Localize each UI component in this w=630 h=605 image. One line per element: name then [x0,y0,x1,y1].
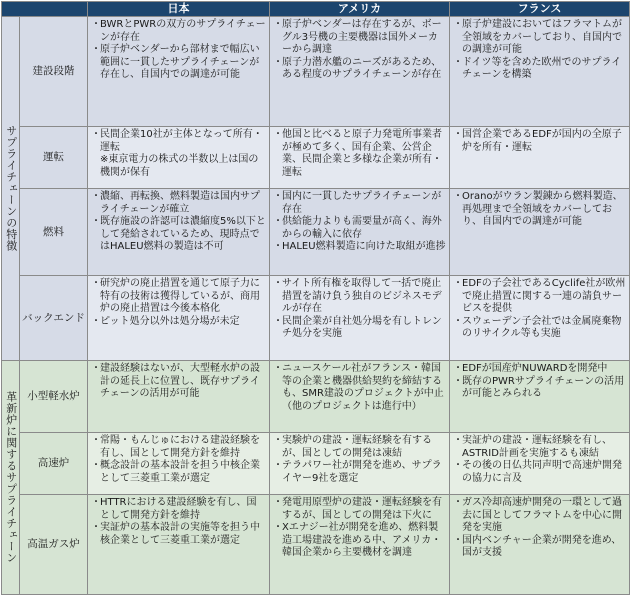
corner-cell [2,2,88,17]
list-item: ・ 民間企業が自社処分場を有しトレンチ処分を実施 [273,316,446,341]
list-item: ・ スウェーデン子会社では金属廃棄物のリサイクル等も実施 [453,316,626,341]
list-item: ・ 既存のPWRサプライチェーンの活用が可能とみられる [453,376,626,401]
cell-france [450,127,630,189]
cell-usa [270,361,450,433]
list-item: ・ 概念設計の基本設計を担う中核企業として三菱重工業が選定 [91,460,266,485]
list-item: ・ 原子炉建設においてはフラマトムが全領域をカバーしており、自国内での調達が可能 [453,19,626,57]
cell-japan [88,276,270,361]
header-france: フランス [450,2,630,17]
supply-chain-comparison-table [1,1,630,595]
cell-france [450,189,630,276]
list-item: ・ 国内に一貫したサプライチェーンが存在 [273,191,446,216]
table-row [2,361,630,433]
row-label-small-lwr: 小型軽水炉 [20,361,88,433]
list-item: ・ テラパワー社が開発を進め、サプライヤー9社を選定 [273,460,446,485]
list-item: ・ Oranoがウラン製錬から燃料製造、再処理まで全領域をカバーしており、自国内での調達が可能 [453,191,626,229]
list-item: ・ EDFが国産炉NUWARDを開発中 [453,363,626,376]
list-item: ・ 既存施設の許認可は濃縮度5%以下として発給されているため、現時点ではHALEU燃料の製造は不可 [91,216,266,254]
list-item: ・ 実証炉の建設・運転経験を有し、ASTRID計画を実施するも凍結 [453,435,626,460]
cell-france [450,17,630,127]
header-japan: 日本 [88,2,270,17]
list-item: ・ サイト所有権を取得して一括で廃止措置を請け負う独自のビジネスモデルが存在 [273,278,446,316]
list-item: ・ Xエナジー社が開発を進め、燃料製造工場建設を進める中、アメリカ・韓国企業から主要機材を調達 [273,522,446,560]
row-label-fast-reactor: 高速炉 [20,433,88,495]
cell-usa [270,189,450,276]
row-label-backend: バックエンド [20,276,88,361]
cell-japan [88,361,270,433]
list-item: ・ 原子力潜水艦のニーズがあるため、ある程度のサプライチェーンが存在 [273,57,446,82]
list-item: ・ HTTRにおける建設経験を有し、国として開発方針を維持 [91,497,266,522]
cell-france [450,361,630,433]
list-item: ・ 実証炉の基本設計の実施等を担う中核企業として三菱重工業が選定 [91,522,266,547]
cell-usa [270,276,450,361]
list-item: ・ ガス冷却高速炉開発の一環として過去に国としてフラマトムを中心に開発を実施 [453,497,626,535]
cell-france [450,433,630,495]
note-item: ※東京電力の株式の半数以上は国の機関が保有 [100,154,259,178]
list-item: ・ その後の日仏共同声明で高速炉開発の協力に言及 [453,460,626,485]
list-item: ・ 民間企業10社が主体となって所有・運転 [91,129,266,154]
cell-france [450,276,630,361]
list-item: ・ 研究炉の廃止措置を通じて原子力に特有の技術は獲得しているが、商用炉の廃止措置は今後本格化 [91,278,266,316]
list-item: ・ 国内ベンチャー企業が開発を進め、国が支援 [453,535,626,560]
cell-usa [270,495,450,595]
list-item: ・ 他国と比べると原子力発電所事業者が極めて多く、国有企業、公営企業、民間企業と多様な企業が所有・運転 [273,129,446,179]
cell-japan [88,127,270,189]
list-item: ・ 実験炉の建設・運転経験を有するが、国としての開発は凍結 [273,435,446,460]
list-item: ・ 国営企業であるEDFが国内の全原子炉を所有・運転 [453,129,626,154]
list-item: ・ 供給能力よりも需要量が高く、海外からの輸入に依存 [273,216,446,241]
header-row [2,2,630,17]
row-label-construction: 建設段階 [20,17,88,127]
list-item: ・ 濃縮、再転換、燃料製造は国内サプライチェーンが確立 [91,191,266,216]
cell-usa [270,17,450,127]
group-label-supply-chain-features: サプライチェーンの特徴 [2,17,20,361]
cell-france [450,495,630,595]
list-item: ・ 建設経験はないが、大型軽水炉の設計の延長上に位置し、既存サプライチェーンの活用が可能 [91,363,266,401]
list-item: ・ BWRとPWRの双方のサプライチェーンが存在 [91,19,266,44]
cell-japan [88,17,270,127]
list-item: ・ HALEU燃料製造に向けた取組が進捗 [273,241,446,254]
table-row [2,17,630,127]
list-item: ・ ドイツ等を含めた欧州でのサプライチェーンを構築 [453,57,626,82]
header-usa: アメリカ [270,2,450,17]
list-item: ・ ピット処分以外は処分場が未定 [91,316,266,329]
table-row [2,495,630,595]
cell-japan [88,495,270,595]
list-item: ・ 常陽・もんじゅにおける建設経験を有し、国として開発方針を維持 [91,435,266,460]
list-item: ・ ニュースケール社がフランス・韓国等の企業と機器供給契約を締結するも、SMR建設のプロジェクトが中止（他のプロジェクトは進行中） [273,363,446,413]
table-row [2,189,630,276]
list-item: ・ 原子炉ベンダーは存在するが、ボーグル3号機の主要機器は国外メーカーから調達 [273,19,446,57]
table-row [2,276,630,361]
list-item: ・ EDFの子会社であるCyclife社が欧州で廃止措置に関する一連の請負サービスを提供 [453,278,626,316]
cell-japan [88,189,270,276]
row-label-fuel: 燃料 [20,189,88,276]
list-item: ・ 原子炉ベンダーから部材まで幅広い範囲に一貫したサプライチェーンが存在し、自国内での調達が可能 [91,44,266,82]
row-label-htgr: 高温ガス炉 [20,495,88,595]
cell-usa [270,433,450,495]
table-row [2,127,630,189]
group-label-advanced-reactor-supply-chain: 革新炉に関するサプライチェーン [2,361,20,595]
cell-japan [88,433,270,495]
cell-usa [270,127,450,189]
row-label-operation: 運転 [20,127,88,189]
table-row [2,433,630,495]
list-item: ・ 発電用原型炉の建設・運転経験を有するが、国としての開発は下火に [273,497,446,522]
